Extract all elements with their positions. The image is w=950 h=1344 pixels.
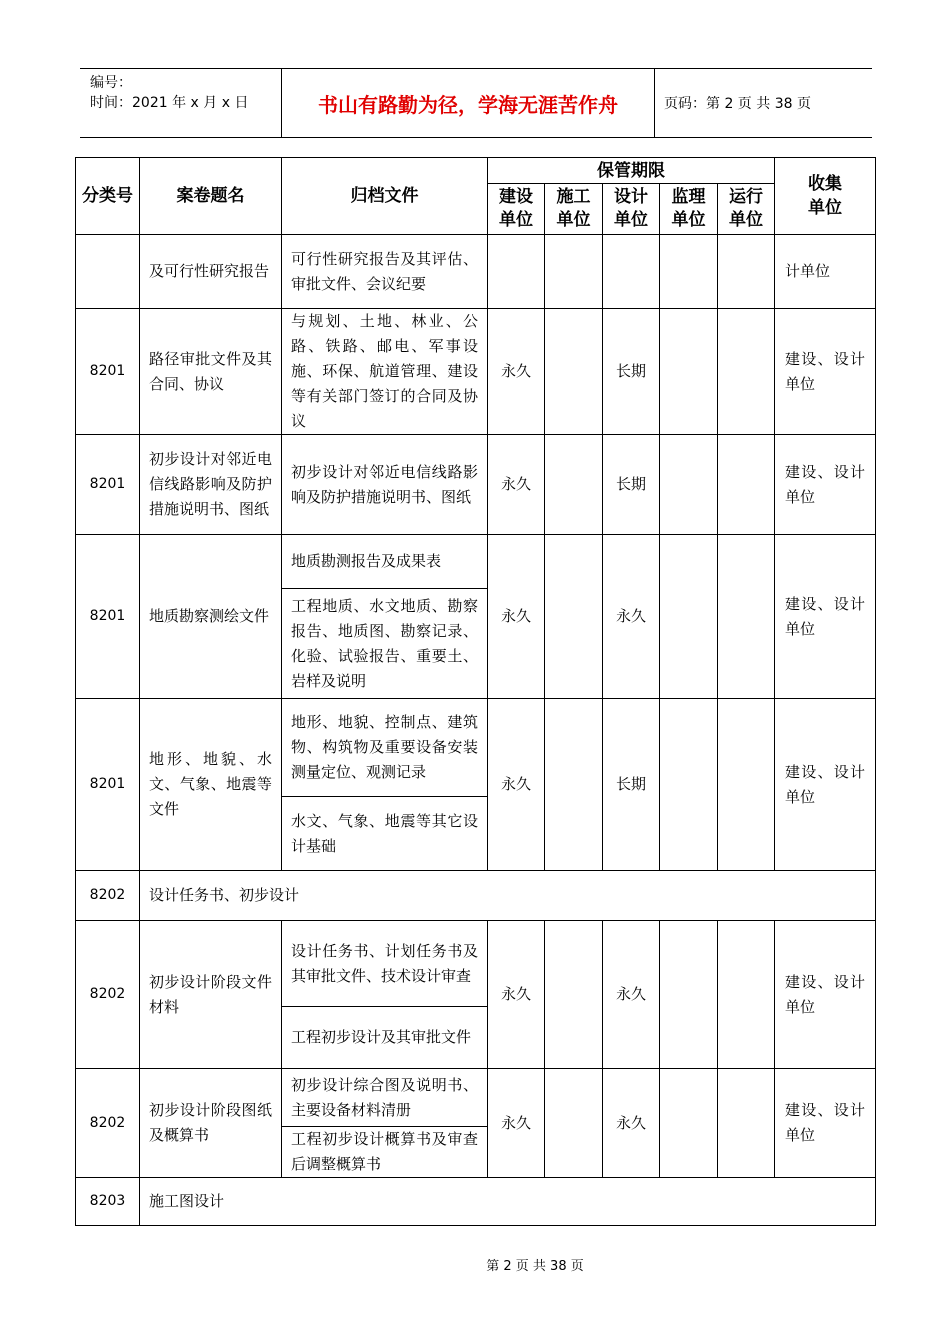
sub-build: 建设单位 — [488, 184, 545, 235]
sub-construct: 施工单位 — [545, 184, 603, 235]
header-period: 保管期限 — [488, 158, 775, 184]
header-page-info: 页码：第 2 页 共 38 页 — [664, 96, 811, 112]
header-title: 案卷题名 — [140, 158, 282, 235]
table-row: 8201 路径审批文件及其合同、协议 与规划、土地、林业、公路、铁路、邮电、军事设施、环保、航道管理、建设等有关部门签订的合同及协议 永久 长期 建设、设计单位 — [76, 309, 876, 435]
sub-operate: 运行单位 — [718, 184, 775, 235]
header-meta — [80, 69, 280, 137]
archive-table: 分类号 案卷题名 归档文件 保管期限 收集单位 建设单位 施工单位 设计单位 监理单位 运行单位 及可行性研究报告 可行性研究报告及其评估、审批文件、会议纪要 计单位 8201 路径审批文件及其合同、协议 与规划、土地、林业、公路、铁路、邮电、军事设施、环保、航道管理、建设等有关部门签订的合同及协议 永久 长期 建设、设计单位 8201 初步设计对邻近电信线路影响及防护措施说明书、图纸 初步设计对邻近电信线路影响及防护措施说明书、图纸 永久 长期 建设、设计单位 8201 地质勘察测绘文件 地质勘测报告及成果表 永久 永久 建设、设计单位 工程地质、水文地质、勘察报告、地质图、勘察记录、化验、试验报告、重要土、岩样及说明 8201 地形、地貌、水文、气象、地震等文件 地形、地貌、控制点、建筑物、构筑物及重要设备安装测量定位、观测记录 永久 长期 建设、设计单位 水文、气象、地震等其它设计基础 8202 设计任务书、初步设计 8202 初步设计阶段文件材料 设计任务书、计划任务书及其审批文件、技术设计审查 永久 永久 建设、设计单位 工程初步设计及其审批文件 8202 初步设计阶段图纸及概算书 初步设计综合图及说明书、主要设备材料清册 永久 永久 建设、设计单位 工程初步设计概算书及审查后调整概算书 8203 施工图设计 — [75, 157, 876, 1226]
code-label: 编号： — [90, 75, 132, 91]
section-row: 8202 设计任务书、初步设计 — [76, 871, 876, 921]
sub-supervise: 监理单位 — [660, 184, 718, 235]
table-row: 8201 初步设计对邻近电信线路影响及防护措施说明书、图纸 初步设计对邻近电信线路影响及防护措施说明书、图纸 永久 长期 建设、设计单位 — [76, 435, 876, 535]
sub-design: 设计单位 — [603, 184, 660, 235]
page-header — [80, 68, 872, 138]
header-motto: 书山有路勤为径，学海无涯苦作舟 — [281, 69, 655, 137]
section-row: 8203 施工图设计 — [76, 1178, 876, 1226]
table-row: 及可行性研究报告 可行性研究报告及其评估、审批文件、会议纪要 计单位 — [76, 235, 876, 309]
header-collect: 收集单位 — [775, 158, 876, 235]
header-files: 归档文件 — [282, 158, 488, 235]
table-row: 8202 初步设计阶段文件材料 设计任务书、计划任务书及其审批文件、技术设计审查 永久 永久 建设、设计单位 — [76, 921, 876, 1007]
header-category: 分类号 — [76, 158, 140, 235]
table-row: 8202 初步设计阶段图纸及概算书 初步设计综合图及说明书、主要设备材料清册 永久 永久 建设、设计单位 — [76, 1069, 876, 1127]
table-row: 8201 地形、地貌、水文、气象、地震等文件 地形、地貌、控制点、建筑物、构筑物及重要设备安装测量定位、观测记录 永久 长期 建设、设计单位 — [76, 699, 876, 797]
time-label: 时间：2021 年 x 月 x 日 — [90, 95, 249, 111]
table-row: 8201 地质勘察测绘文件 地质勘测报告及成果表 永久 永久 建设、设计单位 — [76, 535, 876, 589]
page-footer: 第 2 页 共 38 页 — [486, 1259, 584, 1274]
